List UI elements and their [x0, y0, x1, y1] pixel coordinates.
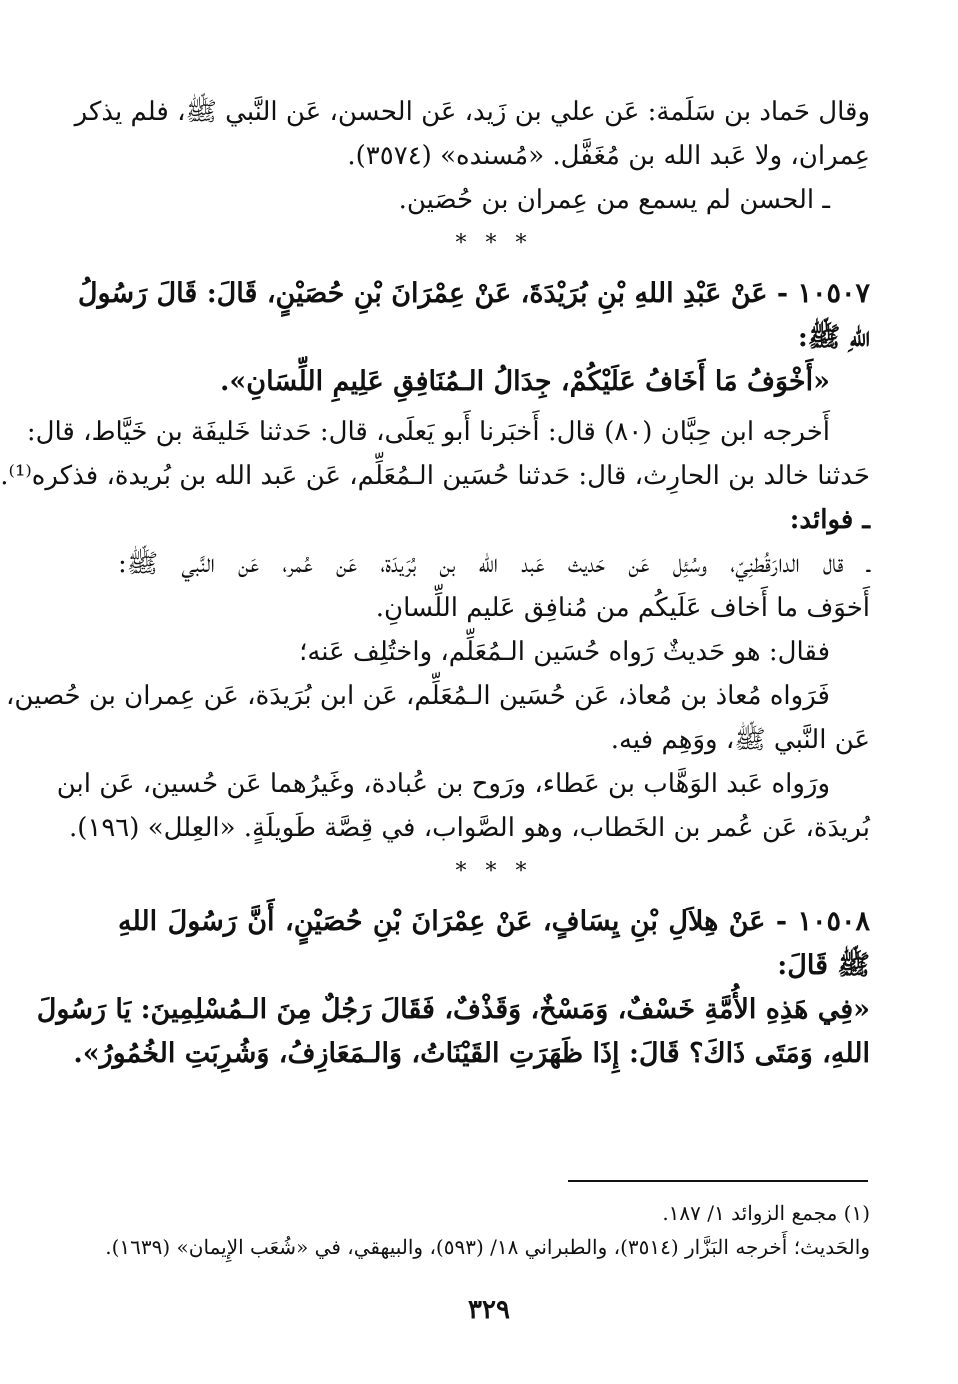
hadith-heading: ١٠٥٠٨ - عَنْ هِلاَلِ بْنِ يِسَافٍ، عَنْ عِمْرَانَ بْنِ حُصَيْنٍ، أَنَّ رَسُولَ اللهِ — [118, 906, 870, 937]
section-separator: * * * — [455, 859, 533, 884]
text-line: فَرَواه مُعاذ بن مُعاذ، عَن حُسَين الـمُعَلِّم، عَن ابن بُرَيدَة، عَن عِمران بن حُصين، — [5, 681, 830, 711]
text-line: عَن النَّبي ﷺ، ووَهِم فيه. — [610, 725, 870, 755]
hadith-text: «أَخْوَفُ مَا أَخَافُ عَلَيْكُمْ، جِدَالُ الـمُنَافِقِ عَلِيمِ اللِّسَانِ». — [220, 366, 830, 397]
text-line: ورَواه عَبد الوَهَّاب بن عَطاء، ورَوح بن عُبادة، وغَيرُهما عَن حُسين، عَن ابن — [56, 769, 830, 799]
footnote: (١) مجمع الزوائد ١/ ١٨٧. — [662, 1201, 870, 1225]
text-line: ـ الحسن لم يسمع من عِمران بن حُصَين. — [398, 185, 830, 215]
text-line: حَدثنا خالد بن الحارِث، قال: حَدثنا حُسَين الـمُعَلِّم، عَن عَبد الله بن بُريدة، فذكره⁽¹⁾. — [0, 461, 870, 491]
hadith-heading: اللهِ ﷺ: — [797, 322, 870, 353]
text-line: أَخوَف ما أَخاف عَلَيكُم من مُنافِق عَليم اللِّسانِ. — [375, 593, 870, 623]
footnote: والحَديث؛ أَخرجه البَزَّار (٣٥١٤)، والطبراني ١٨/ (٥٩٣)، والبيهقي، في «شُعَب الإِيمان» (١٦٣٩). — [105, 1235, 870, 1259]
text-line: بُريدَة، عَن عُمر بن الخَطاب، وهو الصَّواب، في قِصَّة طَويلَةٍ. «العِلل» (١٩٦). — [68, 813, 870, 843]
page-number: ٣٢٩ — [468, 1295, 510, 1325]
hadith-text: اللهِ، وَمَتَى ذَاكَ؟ قَالَ: إِذَا ظَهَرَتِ القَيْنَاتُ، وَالـمَعَازِفُ، وَشُرِبَتِ الخُمُورُ». — [73, 1038, 870, 1069]
section-separator: * * * — [455, 231, 533, 256]
text-line: ـ قال الدارَقُطنِيّ، وسُئِل عَن حَديث عَبد الله بن بُرَيدَة، عَن عُمر، عَن النَّبي ﷺ: — [118, 549, 871, 579]
text-line: أَخرجه ابن حِبَّان (٨٠) قال: أَخبَرنا أَبو يَعلَى، قال: حَدثنا خَليفَة بن خَيَّاط، قال: — [26, 417, 830, 447]
text-line: وقال حَماد بن سَلَمة: عَن علي بن زَيد، عَن الحسن، عَن النَّبي ﷺ، فلم يذكر — [74, 97, 870, 127]
hadith-text: «فِي هَذِهِ الأُمَّةِ خَسْفٌ، وَمَسْخٌ، وَقَذْفٌ، فَقَالَ رَجُلٌ مِنَ الـمُسْلِمِينَ: يَا رَسُولَ — [36, 994, 870, 1025]
footnotes — [105, 1196, 870, 1264]
section-heading: ـ فوائد: — [789, 505, 870, 535]
text-line: عِمران، ولا عَبد الله بن مُغَفَّل. «مُسنده» (٣٥٧٤). — [347, 141, 870, 171]
hadith-heading: ﷺ قَالَ: — [777, 950, 870, 981]
text-line: فقال: هو حَديثٌ رَواه حُسَين الـمُعَلِّم، واختُلِف عَنه؛ — [299, 637, 830, 667]
hadith-heading: ١٠٥٠٧ - عَنْ عَبْدِ اللهِ بْنِ بُرَيْدَةَ، عَنْ عِمْرَانَ بْنِ حُصَيْنٍ، قَالَ: قَالَ رَسُولُ — [77, 278, 870, 309]
footnote-divider — [568, 1180, 868, 1182]
page-body — [0, 90, 871, 1076]
